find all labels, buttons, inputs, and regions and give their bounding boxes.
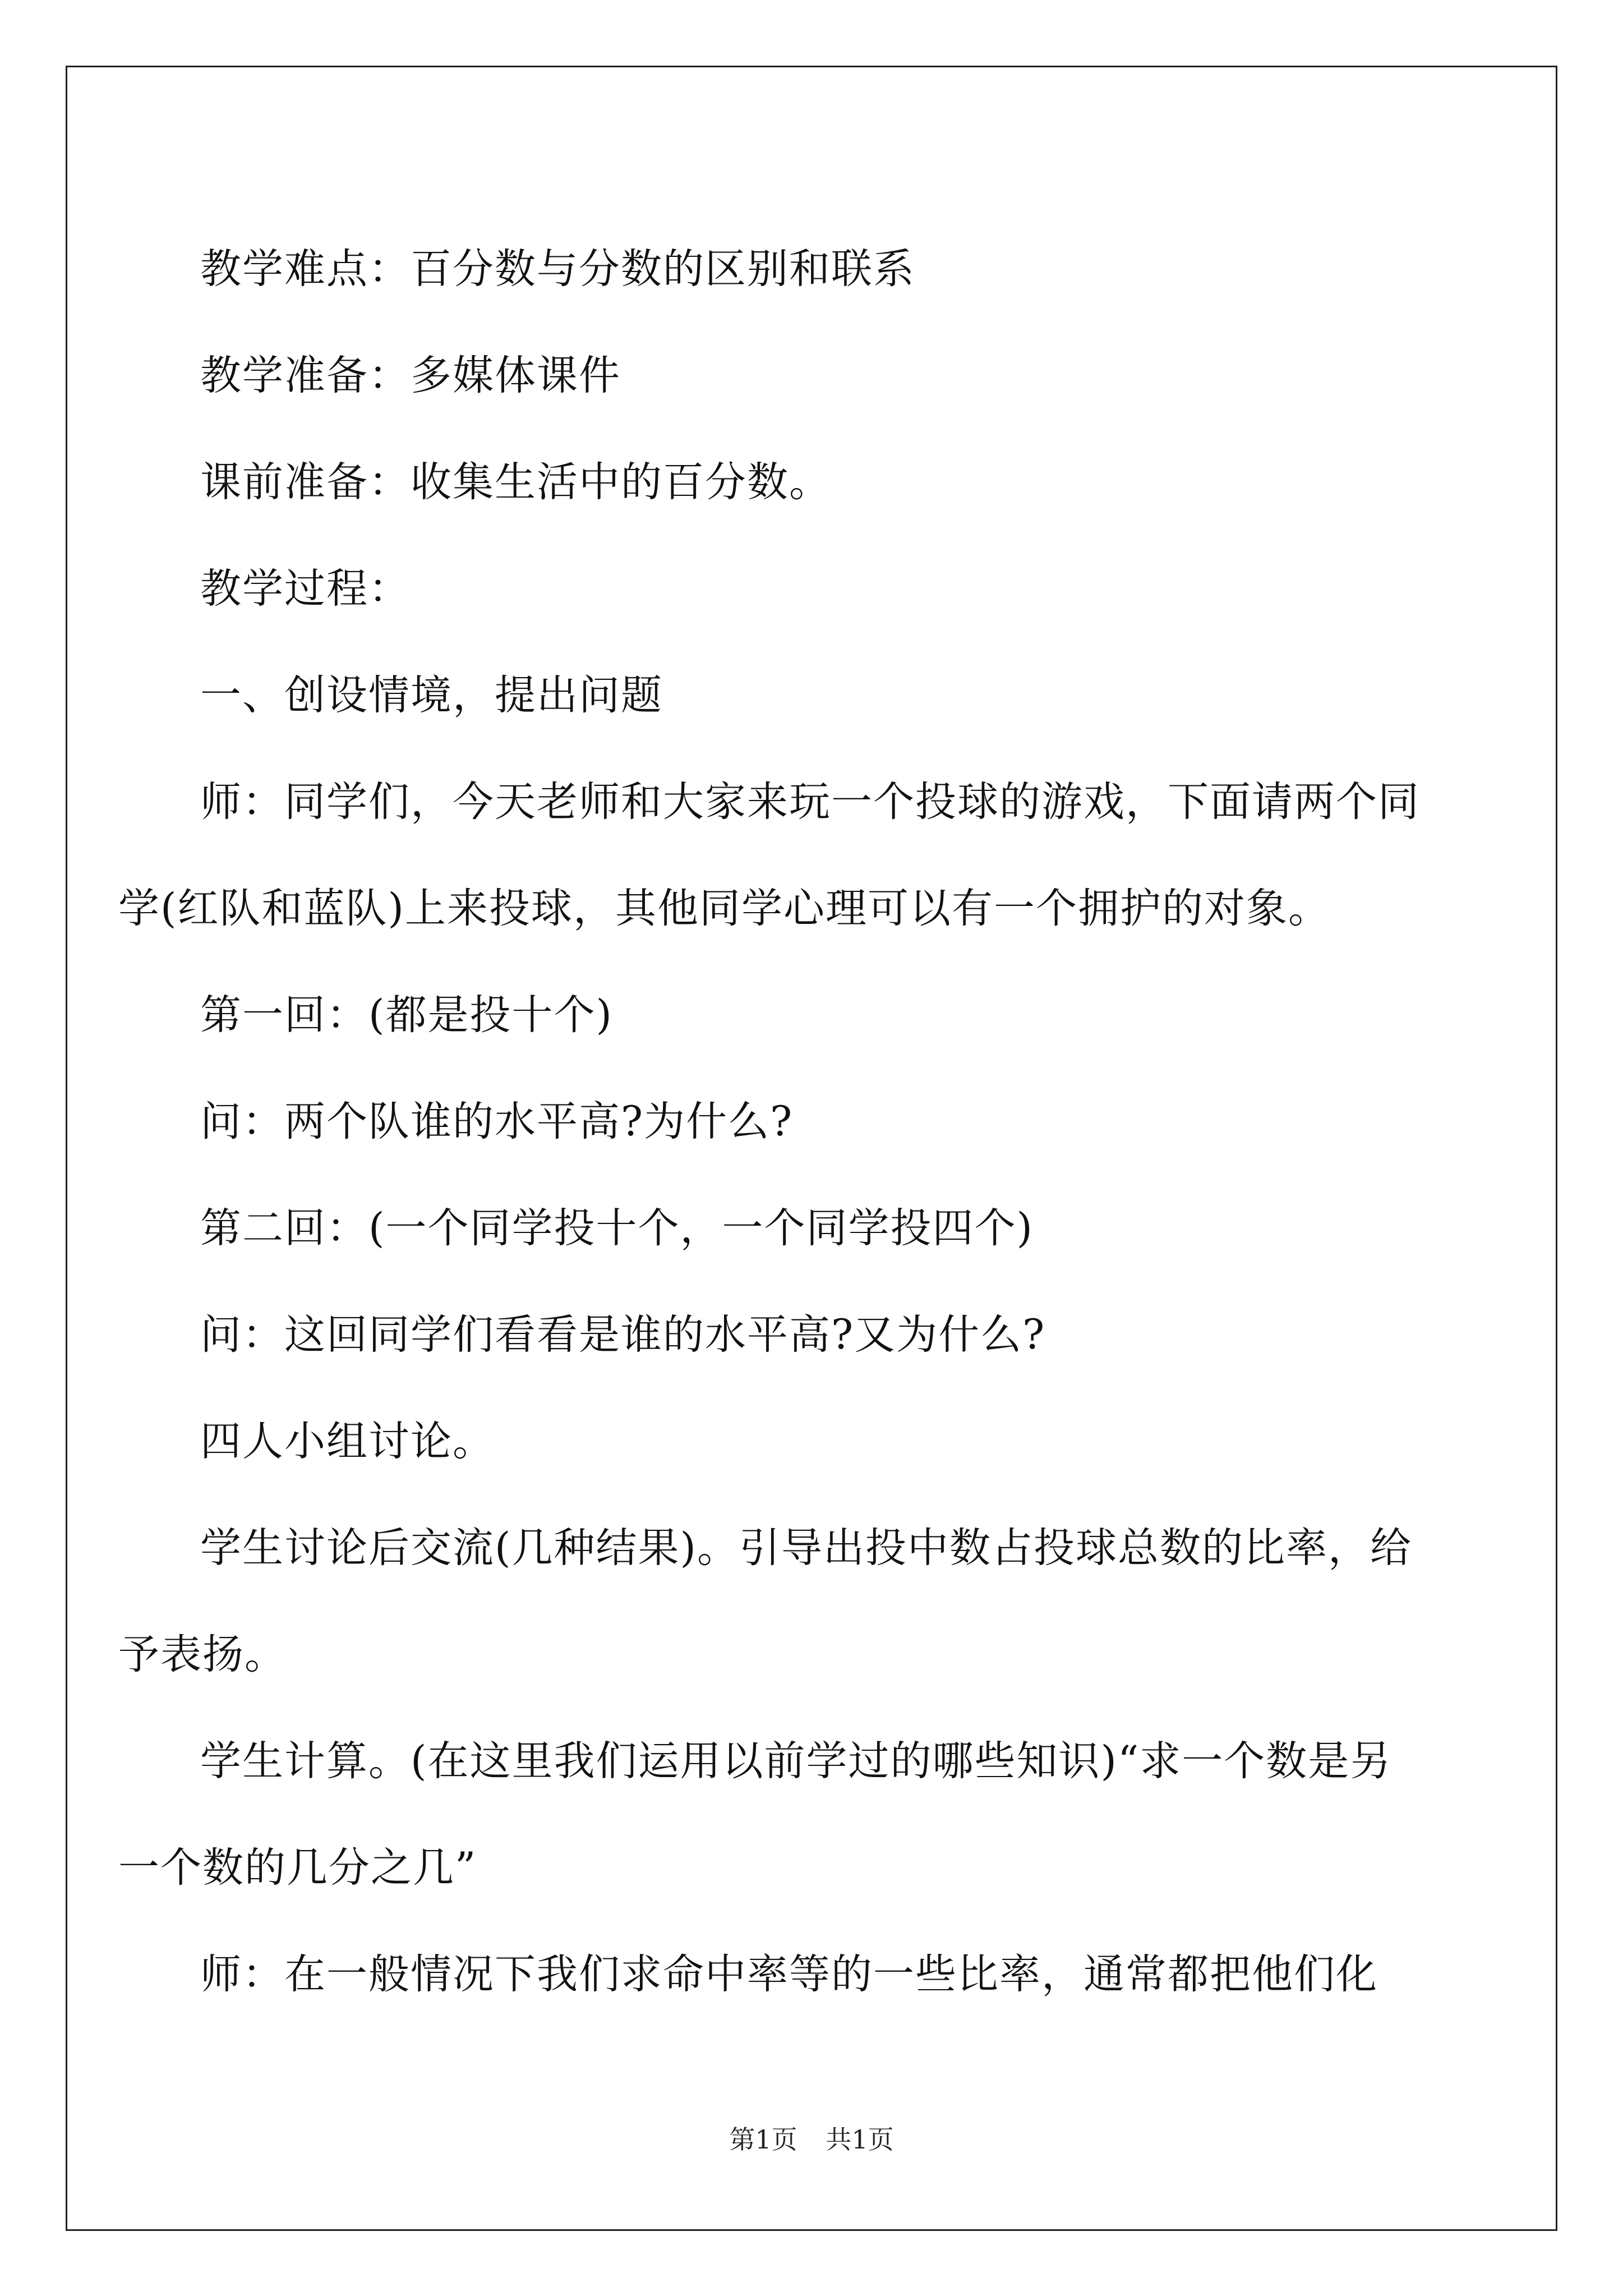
paragraph: 教学过程： (200, 565, 411, 613)
paragraph: 第一回：(都是投十个) (200, 991, 613, 1039)
paragraph: 教学难点：百分数与分数的区别和联系 (200, 245, 915, 293)
page-total: 共1页 (826, 2124, 894, 2155)
paragraph: 课前准备：收集生活中的百分数。 (200, 458, 831, 506)
paragraph: 四人小组讨论。 (200, 1418, 495, 1465)
paragraph: 师：同学们，今天老师和大家来玩一个投球的游戏，下面请两个同学(红队和蓝队)上来投球，其他同学心理可以有一个拥护的对象。 (118, 778, 1420, 932)
paragraph: 师：在一般情况下我们求命中率等的一些比率，通常都把他们化 (200, 1950, 1378, 1998)
document-body (118, 216, 1434, 2028)
paragraph: 一、创设情境，提出问题 (200, 671, 663, 719)
paragraph: 学生计算。(在这里我们运用以前学过的哪些知识)“求一个数是另一个数的几分之几” (118, 1737, 1393, 1892)
paragraph: 学生讨论后交流(几种结果)。引导出投中数占投球总数的比率，给予表扬。 (118, 1524, 1412, 1678)
paragraph: 第二回：(一个同学投十个，一个同学投四个) (200, 1204, 1034, 1252)
paragraph: 问：两个队谁的水平高?为什么? (200, 1098, 794, 1145)
page-footer (0, 2119, 1623, 2156)
page-number: 第1页 (729, 2124, 797, 2155)
paragraph: 问：这回同学们看看是谁的水平高?又为什么? (200, 1311, 1046, 1359)
paragraph: 教学准备：多媒体课件 (200, 352, 621, 399)
